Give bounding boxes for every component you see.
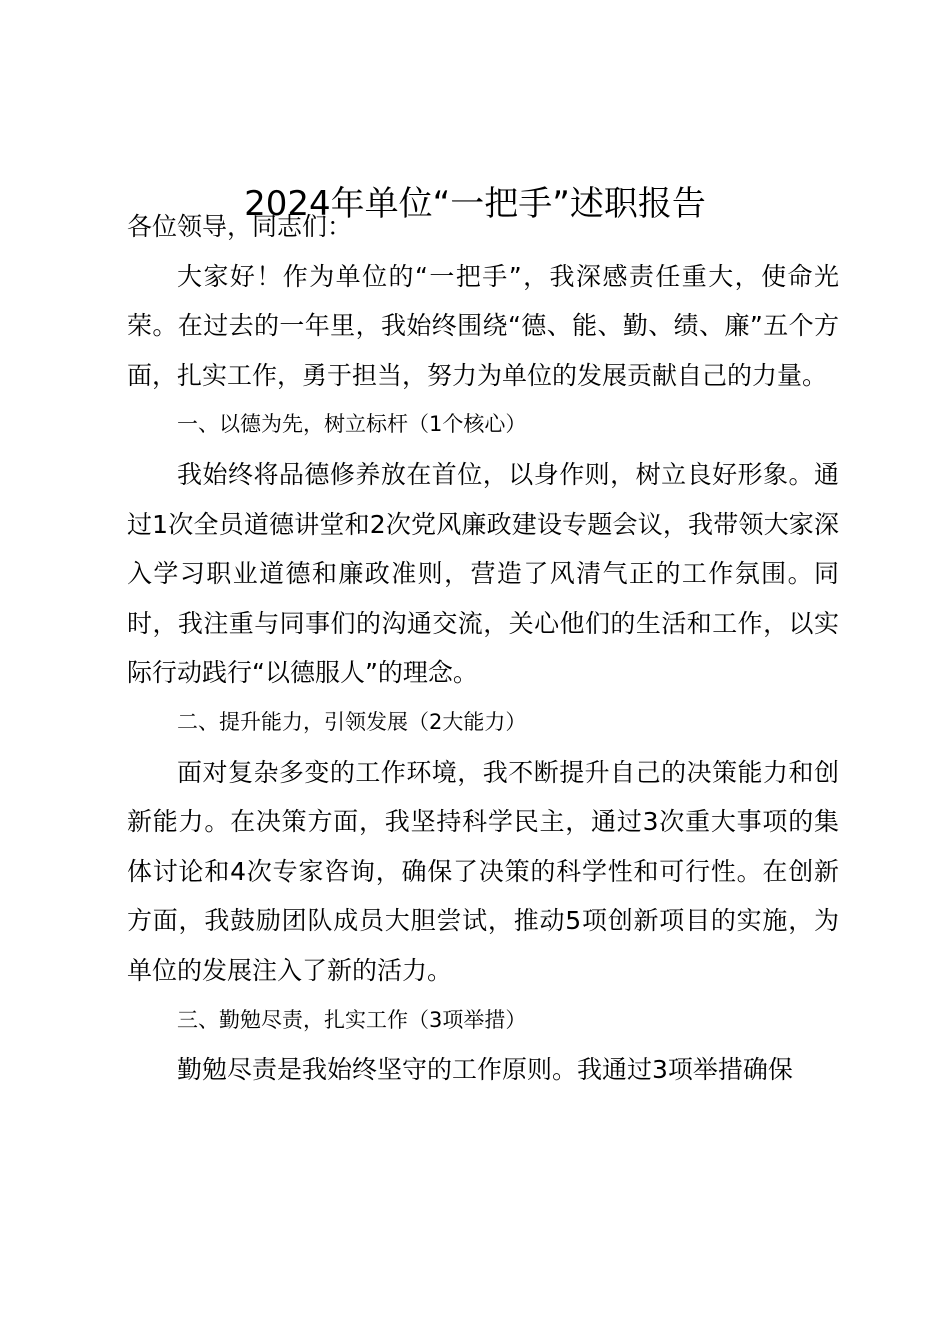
section-1-heading: 一、以德为先，树立标杆（1个核心） <box>177 412 527 437</box>
section-2-heading: 二、提升能力，引领发展（2大能力） <box>177 709 527 734</box>
document-body <box>127 202 839 1095</box>
section-2-body: 面对复杂多变的工作环境，我不断提升自己的决策能力和创新能力。在决策方面，我坚持科学民主，通过3次重大事项的集体讨论和4次专家咨询，确保了决策的科学性和可行性。在创新方面，我鼓励团队成员大胆尝试，推动5项创新项目的实施，为单位的发展注入了新的活力。 <box>127 757 839 985</box>
greeting: 各位领导，同志们： <box>127 212 353 241</box>
document-title: 2024年单位“一把手”述职报告 <box>244 184 706 224</box>
section-1-body: 我始终将品德修养放在首位，以身作则，树立良好形象。通过1次全员道德讲堂和2次党风廉政建设专题会议，我带领大家深入学习职业道德和廉政准则，营造了风清气正的工作氛围。同时，我注重与同事们的沟通交流，关心他们的生活和工作，以实际行动践行“以德服人”的理念。 <box>127 459 839 688</box>
section-3-body: 勤勉尽责是我始终坚守的工作原则。我通过3项举措确保 <box>177 1055 793 1085</box>
intro-paragraph: 大家好！作为单位的“一把手”，我深感责任重大，使命光荣。在过去的一年里，我始终围绕“德、能、勤、绩、廉”五个方面，扎实工作，勇于担当，努力为单位的发展贡献自己的力量。 <box>127 261 839 390</box>
section-3-heading: 三、勤勉尽责，扎实工作（3项举措） <box>177 1007 527 1032</box>
